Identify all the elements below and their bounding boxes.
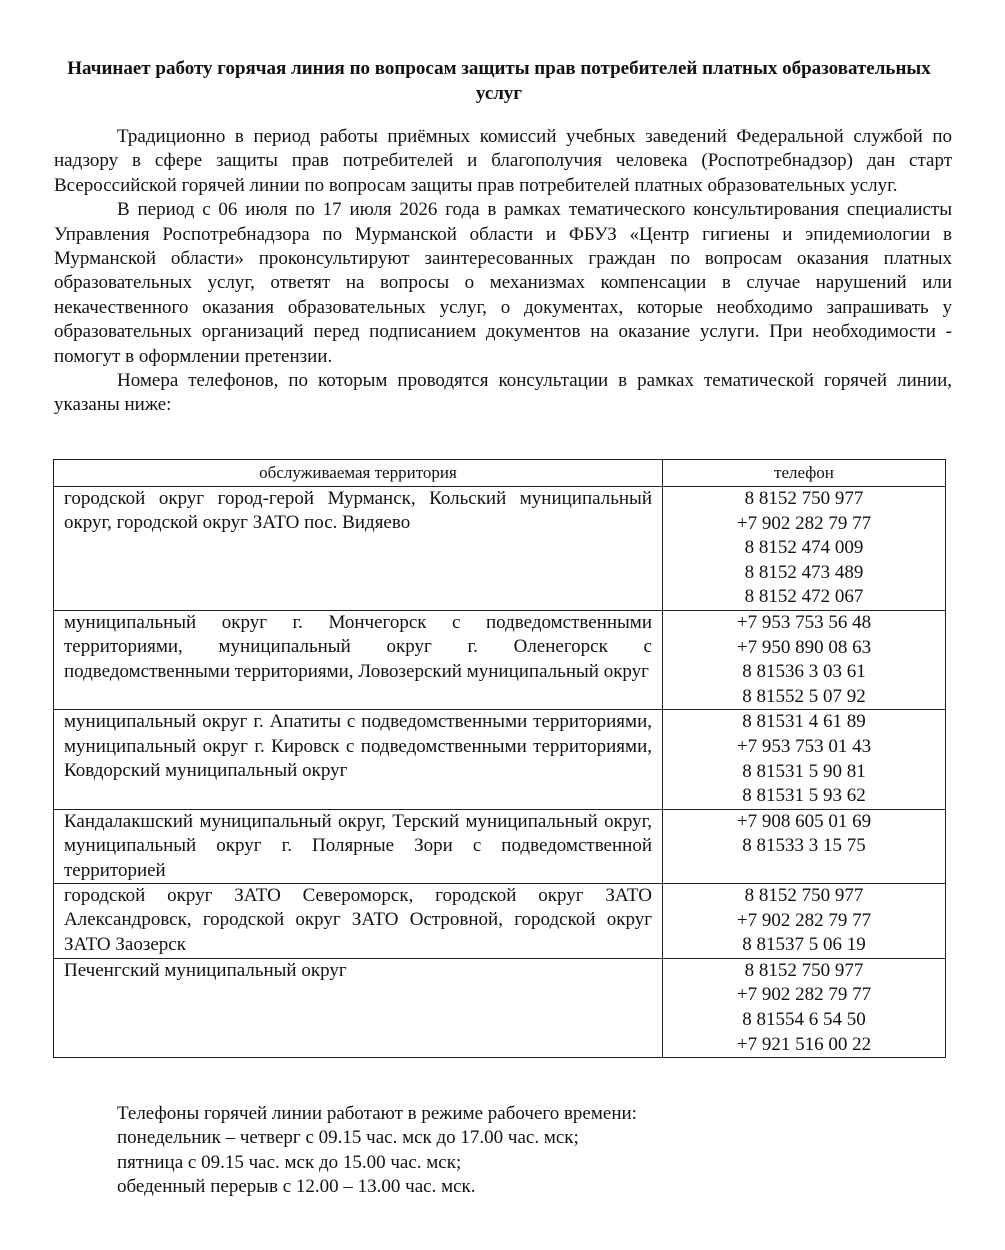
phone-number: +7 953 753 56 48 [736,611,872,633]
table-row [54,710,946,809]
phones-table [53,459,946,1058]
table-row [54,487,946,611]
territory-cell: муниципальный округ г. Апатиты с подведомственными территориями, муниципальный округ г. Кировск с подведомственными территориями, Ковдорский муниципальный округ [54,710,663,809]
phones-cell [663,710,946,809]
table-header-row [54,460,946,487]
paragraph-intro: Традиционно в период работы приёмных комиссий учебных заведений Федеральной службой по надзору в сфере защиты прав потребителей и благополучия человека (Роспотребнадзор) дан старт Всероссийской горячей линии по вопросам защиты прав потребителей платных образовательных услуг. [54,126,952,196]
working-hours-fri: пятница с 09.15 час. мск до 15.00 час. мск; [117,1151,462,1173]
header-territory: обслуживаемая территория [54,460,663,487]
phone-number: +7 902 282 79 77 [736,984,872,1006]
territory-cell: Кандалакшский муниципальный округ, Терский муниципальный округ, муниципальный округ г. Полярные Зори с подведомственной территорией [54,809,663,883]
header-phone: телефон [663,460,946,487]
table-row [54,610,946,709]
phone-number: +7 950 890 08 63 [736,636,872,658]
territory-cell: городской округ город-герой Мурманск, Кольский муниципальный округ, городской округ ЗАТО пос. Видяево [54,487,663,611]
phone-number: 8 81531 5 93 62 [742,785,866,807]
phones-cell [663,958,946,1057]
working-hours [117,1102,917,1200]
phone-number: +7 921 516 00 22 [736,1033,872,1055]
phones-cell [663,487,946,611]
working-hours-lunch: обеденный перерыв с 12.00 – 13.00 час. мск. [117,1176,476,1198]
territory-cell: муниципальный округ г. Мончегорск с подведомственными территориями, муниципальный округ г. Оленегорск с подведомственными территориями, Ловозерский муниципальный округ [54,610,663,709]
phone-number: 8 8152 750 977 [744,884,864,906]
document-title: Начинает работу горячая линия по вопросам защиты прав потребителей платных образовательных услуг [67,58,931,104]
phone-number: +7 908 605 01 69 [736,810,872,832]
phone-number: 8 81552 5 07 92 [742,685,866,707]
territory-cell: городской округ ЗАТО Североморск, городской округ ЗАТО Александровск, городской округ ЗАТО Островной, городской округ ЗАТО Заозерск [54,883,663,958]
phones-cell [663,883,946,958]
phone-number: 8 81533 3 15 75 [742,835,866,857]
working-hours-intro: Телефоны горячей линии работают в режиме рабочего времени: [117,1103,637,1124]
phone-number: 8 81531 4 61 89 [742,711,866,733]
phone-number: 8 8152 472 067 [744,586,864,608]
paragraph-consulting-period: В период с 06 июля по 17 июля 2026 года в рамках тематического консультирования специалисты Управления Роспотребнадзора по Мурманской области и ФБУЗ «Центр гигиены и эпидемиологии в Мурманской области» проконсультируют заинтересованных граждан по вопросам оказания платных образовательных услуг, ответят на вопросы о механизмах компенсации в случае нарушений или некачественного оказания образовательных услуг, о документах, которые необходимо запрашивать у образовательных организаций перед подписанием документов на оказание услуги. При необходимости - помогут в оформлении претензии. [54,199,952,367]
territory-cell: Печенгский муниципальный округ [54,958,663,1057]
phone-number: +7 902 282 79 77 [736,909,872,931]
phones-cell [663,809,946,883]
phone-number: 8 81536 3 03 61 [742,661,866,683]
phones-cell [663,610,946,709]
working-hours-mon-thu: понедельник – четверг с 09.15 час. мск до 17.00 час. мск; [117,1127,579,1149]
phone-number: +7 902 282 79 77 [736,512,872,534]
phone-number: 8 81537 5 06 19 [742,934,866,956]
paragraph-phones-intro: Номера телефонов, по которым проводятся консультации в рамках тематической горячей линии, указаны ниже: [54,370,952,416]
table-row [54,883,946,958]
phone-number: 8 8152 474 009 [744,537,864,559]
phone-number: +7 953 753 01 43 [736,735,872,757]
table-row [54,809,946,883]
phone-number: 8 81554 6 54 50 [742,1008,866,1030]
phone-number: 8 8152 750 977 [744,959,864,981]
phone-number: 8 8152 473 489 [744,561,864,583]
phone-number: 8 81531 5 90 81 [742,760,866,782]
phone-number: 8 8152 750 977 [744,488,864,509]
document-body [54,125,952,418]
table-row [54,958,946,1057]
